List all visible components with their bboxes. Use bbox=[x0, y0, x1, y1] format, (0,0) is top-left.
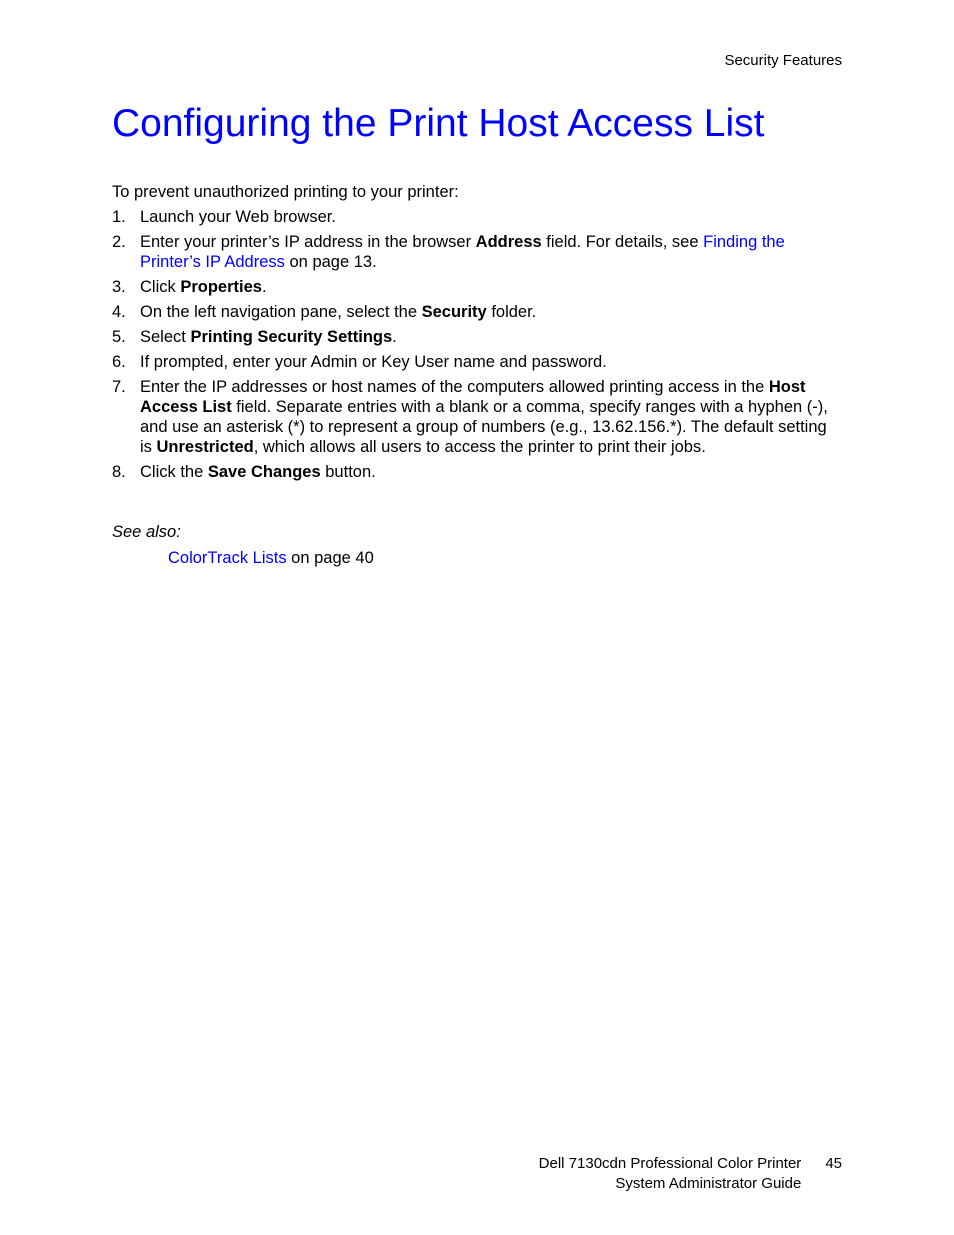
list-item bbox=[112, 302, 837, 322]
step-text bbox=[140, 353, 607, 371]
step-number: 3. bbox=[112, 278, 126, 296]
step-number: 2. bbox=[112, 233, 126, 251]
footer-page-number: 45 bbox=[825, 1155, 842, 1172]
text-run: Launch your Web browser. bbox=[140, 208, 336, 226]
ui-term: Host Access List bbox=[140, 378, 806, 416]
step-number: 8. bbox=[112, 463, 126, 481]
text-run: . bbox=[392, 328, 397, 346]
step-text bbox=[140, 328, 397, 346]
see-also-page-ref: on page 40 bbox=[286, 549, 374, 567]
text-run: on page 13. bbox=[284, 253, 377, 271]
page-footer bbox=[539, 1154, 842, 1194]
text-run: button. bbox=[320, 463, 376, 481]
see-also-label: See also: bbox=[112, 523, 181, 541]
text-run: Click the bbox=[140, 463, 208, 481]
step-text bbox=[140, 463, 376, 481]
page-title: Configuring the Print Host Access List bbox=[112, 102, 765, 145]
text-run: Select bbox=[140, 328, 191, 346]
text-run: . bbox=[261, 278, 267, 296]
list-item bbox=[112, 232, 837, 272]
step-text bbox=[140, 208, 336, 226]
intro-text: To prevent unauthorized printing to your printer: bbox=[112, 183, 459, 201]
text-run: , which allows all users to access the printer to print their jobs. bbox=[253, 438, 706, 456]
ui-term: Security bbox=[421, 303, 487, 321]
colortrack-lists-link[interactable]: ColorTrack Lists bbox=[168, 549, 287, 567]
text-run: Enter the IP addresses or host names of the computers allowed printing access in the bbox=[140, 378, 769, 396]
text-run: folder. bbox=[486, 303, 537, 321]
footer-document-title bbox=[539, 1154, 802, 1194]
text-run: Enter your printer’s IP address in the browser bbox=[140, 233, 476, 251]
list-item bbox=[112, 352, 837, 372]
list-item bbox=[112, 327, 837, 347]
step-number: 6. bbox=[112, 353, 126, 371]
text-run: field. Separate entries with a blank or a comma, specify ranges with a hyphen (-), and use an asterisk (*) to represent a group of numbers (e.g., 13.62.156.*). The default setting is bbox=[140, 398, 828, 456]
list-item bbox=[112, 377, 837, 457]
step-number: 7. bbox=[112, 378, 126, 396]
text-run: On the left navigation pane, select the bbox=[140, 303, 422, 321]
ui-term: Printing Security Settings bbox=[190, 328, 393, 346]
list-item bbox=[112, 462, 837, 482]
step-text bbox=[140, 233, 785, 271]
step-number: 5. bbox=[112, 328, 126, 346]
step-text bbox=[140, 278, 267, 296]
see-also-entry bbox=[168, 548, 374, 568]
list-item bbox=[112, 277, 837, 297]
ui-term: Properties bbox=[180, 278, 262, 296]
procedure-steps-list bbox=[112, 207, 837, 487]
cross-reference-link[interactable]: Finding the Printer’s IP Address bbox=[140, 233, 785, 271]
step-text bbox=[140, 378, 828, 456]
text-run: field. For details, see bbox=[541, 233, 704, 251]
text-run: Click bbox=[140, 278, 181, 296]
text-run: If prompted, enter your Admin or Key User name and password. bbox=[140, 353, 607, 371]
ui-term: Address bbox=[475, 233, 542, 251]
list-item bbox=[112, 207, 837, 227]
step-number: 4. bbox=[112, 303, 126, 321]
step-number: 1. bbox=[112, 208, 126, 226]
ui-term: Unrestricted bbox=[156, 438, 254, 456]
running-header-section: Security Features bbox=[724, 52, 842, 69]
step-text bbox=[140, 303, 536, 321]
footer-product-name: Dell 7130cdn Professional Color Printer bbox=[538, 1155, 802, 1172]
ui-term: Save Changes bbox=[207, 463, 321, 481]
footer-guide-name: System Administrator Guide bbox=[615, 1175, 802, 1192]
